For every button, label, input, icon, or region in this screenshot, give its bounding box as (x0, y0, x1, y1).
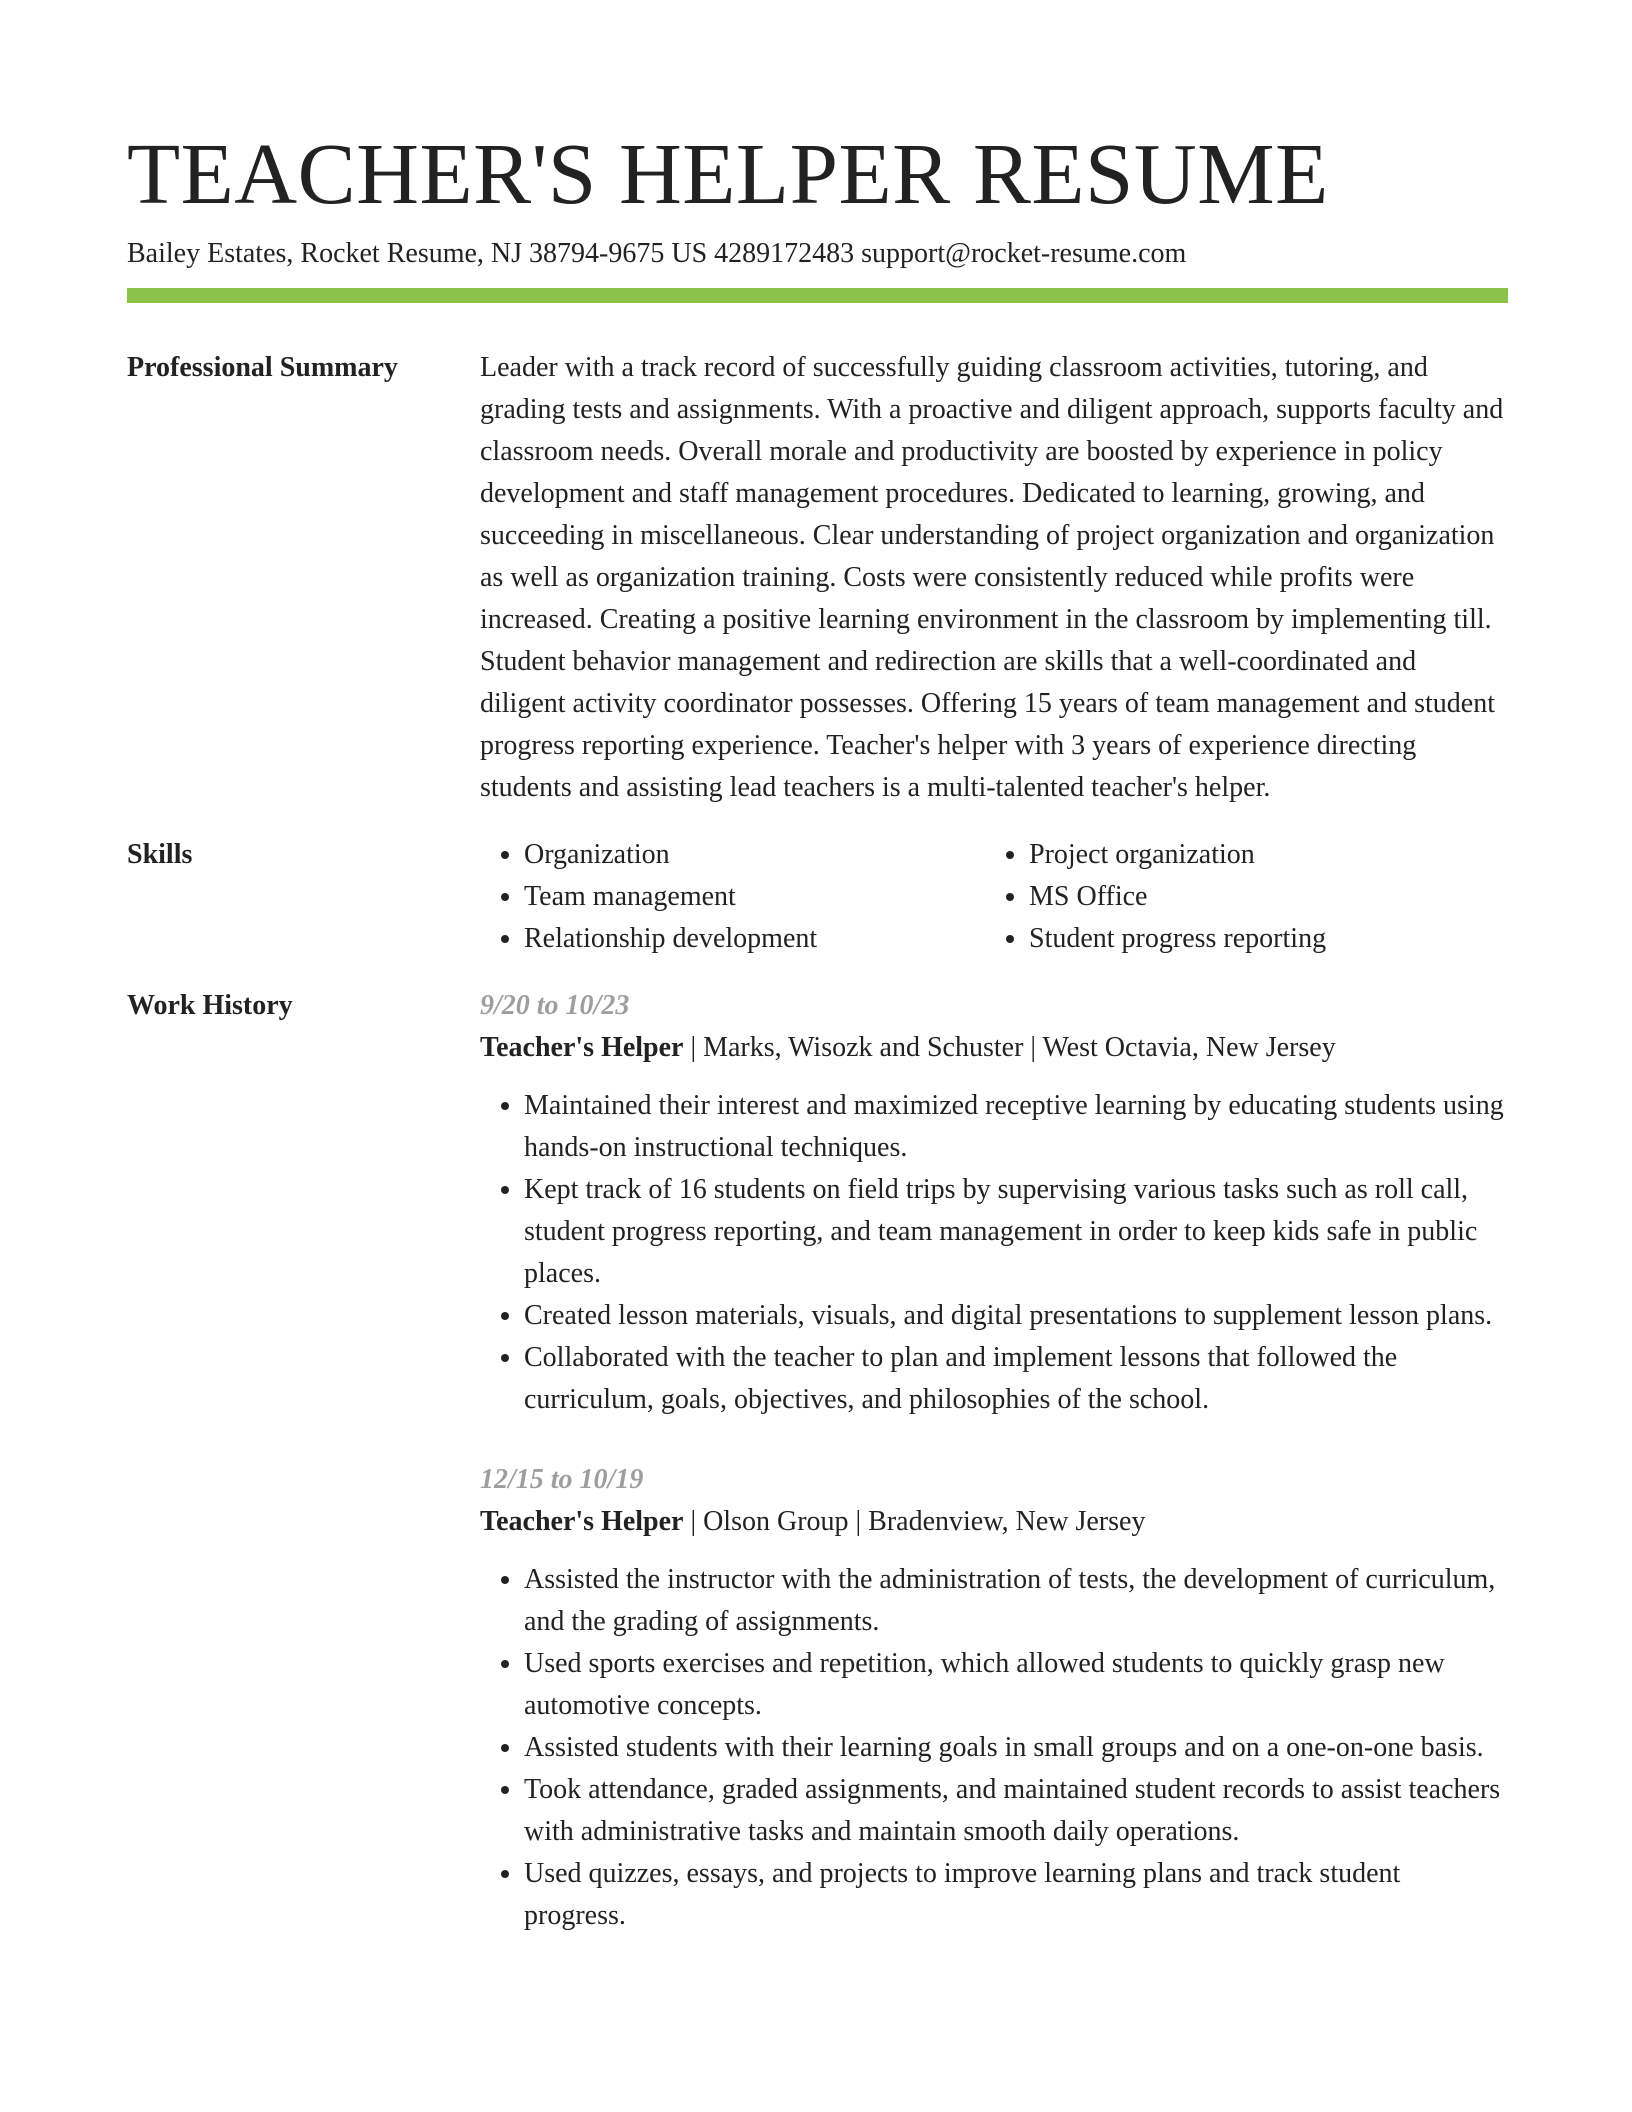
skills-grid (480, 834, 1508, 960)
skill-item: • Organization (524, 834, 985, 876)
skills-body (480, 834, 1508, 960)
job-title: Teacher's Helper (480, 1506, 684, 1537)
skill-item: • MS Office (1029, 876, 1490, 918)
job-bullet: • Collaborated with the teacher to plan and implement lessons that followed the curriculum, goals, objectives, and philosophies of the school. (524, 1337, 1508, 1421)
summary-body (480, 347, 1508, 809)
work-body (480, 985, 1508, 1937)
contact-info: Bailey Estates, Rocket Resume, NJ 38794-9675 US 4289172483 support@rocket-resume.com (127, 238, 1187, 269)
job-entry (480, 1459, 1508, 1937)
job-bullet: • Kept track of 16 students on field trips by supervising various tasks such as roll call, student progress reporting, and team management in order to keep kids safe in public places. (524, 1169, 1508, 1295)
job-heading (480, 1027, 1508, 1069)
job-bullet: • Maintained their interest and maximized receptive learning by educating students using hands-on instructional techniques. (524, 1085, 1508, 1169)
skill-item: • Team management (524, 876, 985, 918)
resume-title: TEACHER'S HELPER RESUME (127, 125, 1329, 222)
job-bullet: • Assisted students with their learning goals in small groups and on a one-on-one basis. (524, 1727, 1508, 1769)
skills-column-left (480, 834, 985, 960)
work-heading: Work History (127, 990, 293, 1021)
job-title: Teacher's Helper (480, 1032, 684, 1063)
job-dates: 12/15 to 10/19 (480, 1464, 644, 1495)
skill-item: • Project organization (1029, 834, 1490, 876)
job-bullet: • Used sports exercises and repetition, which allowed students to quickly grasp new automotive concepts. (524, 1643, 1508, 1727)
work-section (127, 985, 1508, 1937)
skill-item: • Relationship development (524, 918, 985, 960)
skills-column-right (985, 834, 1490, 960)
job-bullet: • Created lesson materials, visuals, and digital presentations to supplement lesson plans. (524, 1295, 1508, 1337)
skills-heading: Skills (127, 839, 193, 870)
job-entry (480, 985, 1508, 1421)
summary-heading: Professional Summary (127, 352, 398, 383)
summary-section (127, 347, 1508, 809)
job-details: | Marks, Wisozk and Schuster | West Octavia, New Jersey (683, 1032, 1336, 1063)
job-bullets (480, 1085, 1508, 1421)
skill-item: • Student progress reporting (1029, 918, 1490, 960)
job-bullet: • Took attendance, graded assignments, and maintained student records to assist teachers with administrative tasks and maintain smooth daily operations. (524, 1769, 1508, 1853)
job-bullets (480, 1559, 1508, 1937)
job-bullet: • Used quizzes, essays, and projects to improve learning plans and track student progress. (524, 1853, 1508, 1937)
job-bullet: • Assisted the instructor with the administration of tests, the development of curriculum, and the grading of assignments. (524, 1559, 1508, 1643)
job-dates: 9/20 to 10/23 (480, 990, 630, 1021)
job-heading (480, 1501, 1508, 1543)
job-details: | Olson Group | Bradenview, New Jersey (683, 1506, 1146, 1537)
summary-text: Leader with a track record of successfully guiding classroom activities, tutoring, and grading tests and assignments. With a proactive and diligent approach, supports faculty and classroom needs. Overall morale and productivity are boosted by experience in policy development and staff management procedures. Dedicated to learning, growing, and succeeding in miscellaneous. Clear understanding of project organization and organization as well as organization training. Costs were consistently reduced while profits were increased. Creating a positive learning environment in the classroom by implementing till. Student behavior management and redirection are skills that a well-coordinated and diligent activity coordinator possesses. Offering 15 years of team management and student progress reporting experience. Teacher's helper with 3 years of experience directing students and assisting lead teachers is a multi-talented teacher's helper. (480, 352, 1504, 803)
accent-divider (127, 288, 1508, 303)
skills-section (127, 834, 1508, 960)
